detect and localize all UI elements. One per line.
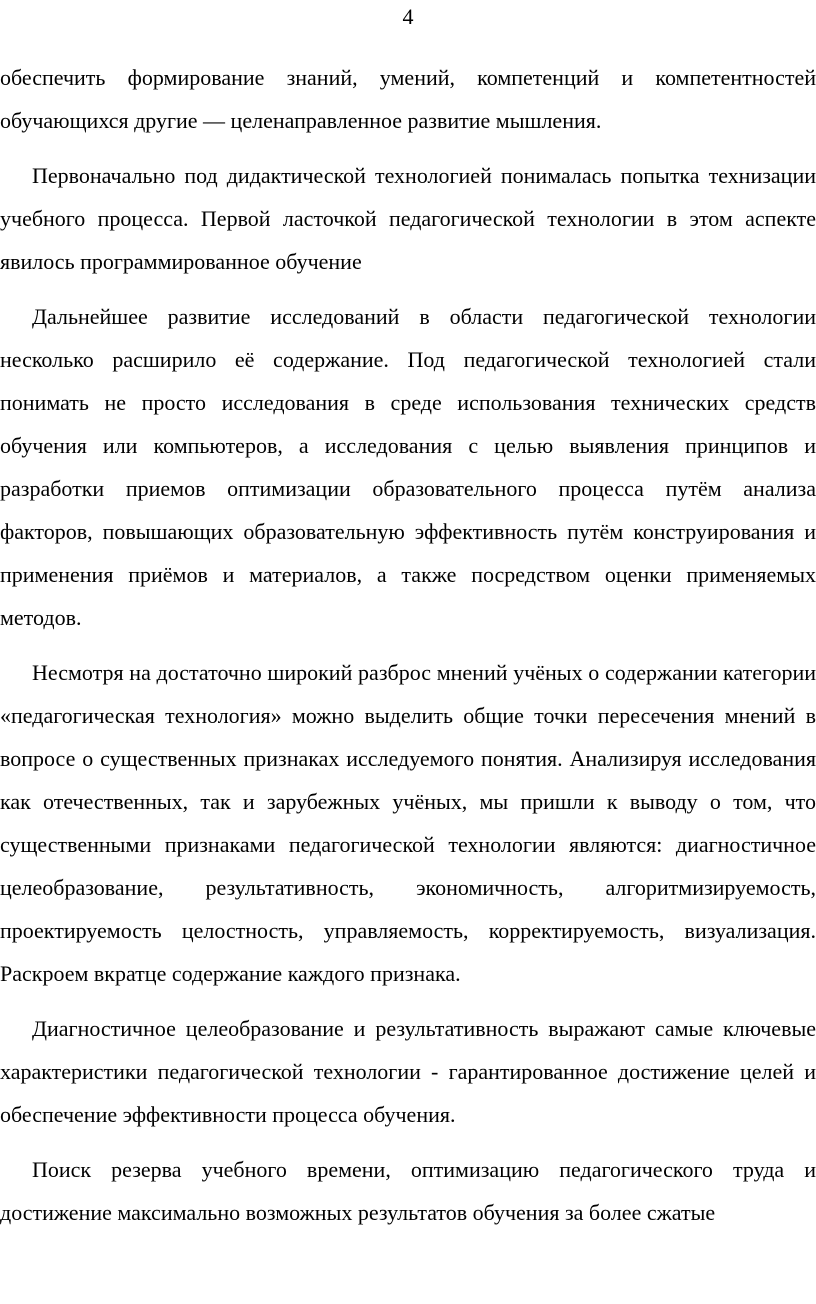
paragraph-continuation: обеспечить формирование знаний, умений, компетенций и компетентностей обучающихся другие — целенаправленное развитие мышления. — [0, 65, 816, 133]
paragraph-diagnostic-goal-setting: Диагностичное целеобразование и результативность выражают самые ключевые характеристики педагогической технологии - гарантированное достижение целей и обеспечение эффективности процесса обучения. — [0, 1016, 816, 1127]
paragraph-didactic-technology: Первоначально под дидактической технологией понималась попытка технизации учебного процесса. Первой ласточкой педагогической технологии в этом аспекте явилось программированное обучение — [0, 163, 816, 274]
document-body — [0, 56, 816, 1234]
paragraph-essential-features: Несмотря на достаточно широкий разброс мнений учёных о содержании категории «педагогическая технология» можно выделить общие точки пересечения мнений в вопросе о существенных признаках исследуемого понятия. Анализируя исследования как отечественных, так и зарубежных учёных, мы пришли к выводу о том, что существенными признаками педагогической технологии являются: диагностичное целеобразование, результативность, экономичность, алгоритмизируемость, проектируемость целостность, управляемость, корректируемость, визуализация. Раскроем вкратце содержание каждого признака. — [0, 660, 816, 986]
page-number: 4 — [402, 4, 414, 29]
paragraph-further-research: Дальнейшее развитие исследований в области педагогической технологии несколько расширило её содержание. Под педагогической технологией стали понимать не просто исследования в среде использования технических средств обучения или компьютеров, а исследования с целью выявления принципов и разработки приемов оптимизации образовательного процесса путём анализа факторов, повышающих образовательную эффективность путём конструирования и применения приёмов и материалов, а также посредством оценки применяемых методов. — [0, 304, 816, 630]
paragraph-time-reserve: Поиск резерва учебного времени, оптимизацию педагогического труда и достижение максимально возможных результатов обучения за более сжатые — [0, 1157, 816, 1225]
